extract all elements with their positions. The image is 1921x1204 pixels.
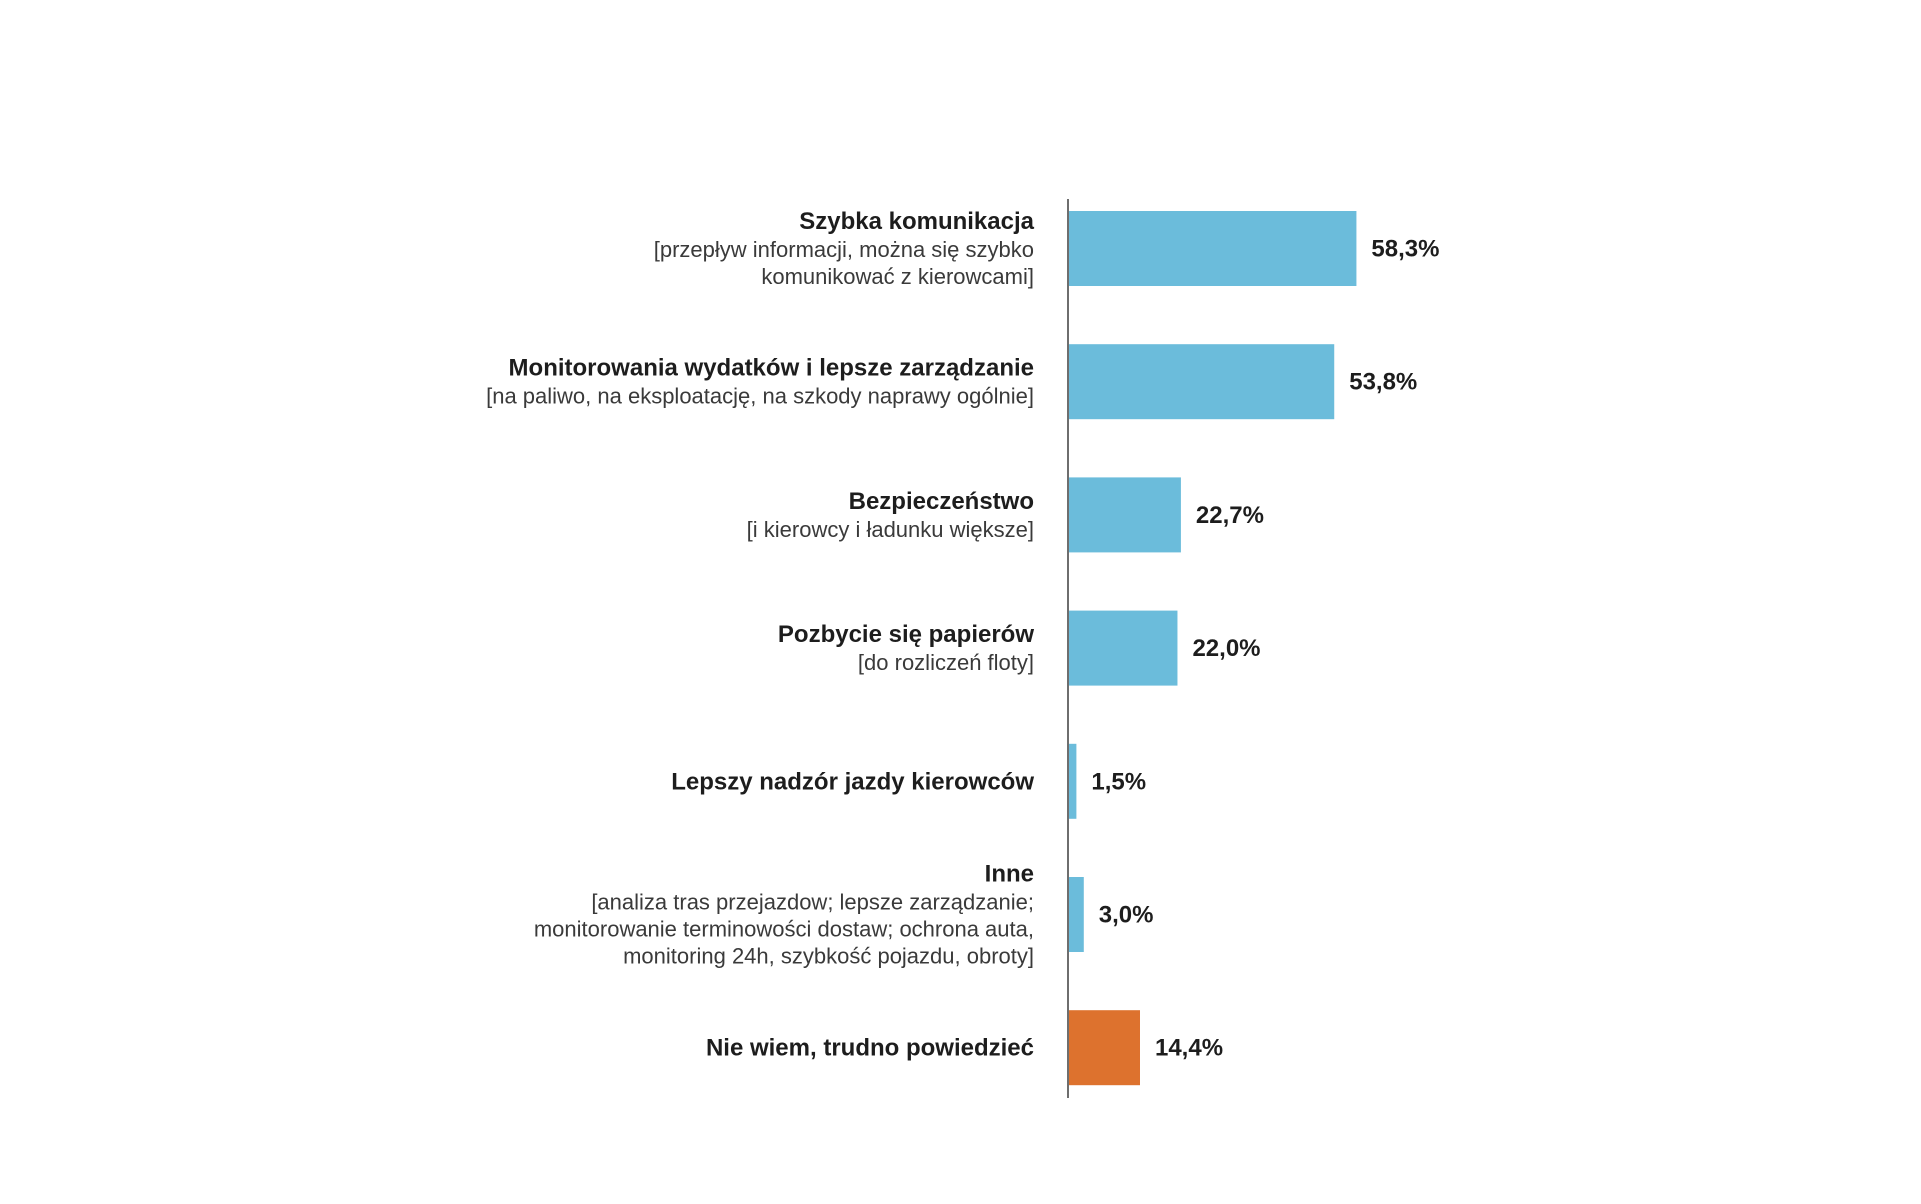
value-label: 14,4% (1154, 1034, 1224, 1062)
category-subtitle: monitorowanie terminowości dostaw; ochrona auta, (533, 916, 1034, 942)
bar (1069, 211, 1356, 286)
bar (1069, 877, 1084, 952)
bar (1069, 611, 1177, 686)
category-title: Lepszy nadzór jazdy kierowców (671, 768, 1034, 796)
value-label: 53,8% (1349, 368, 1418, 396)
bar (1069, 744, 1076, 819)
value-label: 1,5% (1091, 768, 1147, 796)
category-subtitle: [do rozliczeń floty] (857, 650, 1034, 676)
category-subtitle: [przepływ informacji, można się szybko (653, 237, 1034, 262)
value-label: 58,3% (1371, 235, 1440, 263)
category-title: Inne (984, 860, 1034, 888)
category-subtitle: [na paliwo, na eksploatację, na szkody naprawy ogólnie] (486, 383, 1034, 409)
category-title: Szybka komunikacja (799, 208, 1034, 235)
category-title: Pozbycie się papierów (777, 621, 1034, 649)
value-label: 22,0% (1192, 635, 1261, 663)
bar (1069, 344, 1334, 419)
category-title: Monitorowania wydatków i lepsze zarządzanie (508, 354, 1034, 382)
value-label: 22,7% (1195, 501, 1264, 529)
category-subtitle: komunikować z kierowcami] (761, 264, 1034, 289)
bar (1069, 477, 1181, 552)
category-title: Nie wiem, trudno powiedzieć (705, 1034, 1034, 1062)
value-label: 3,0% (1098, 901, 1154, 929)
category-subtitle: monitoring 24h, szybkość pojazdu, obroty] (623, 943, 1034, 969)
bar (1069, 1010, 1140, 1085)
category-subtitle: [i kierowcy i ładunku większe] (746, 516, 1034, 542)
category-title: Bezpieczeństwo (848, 487, 1034, 515)
category-subtitle: [analiza tras przejazdow; lepsze zarządzanie; (591, 889, 1034, 915)
